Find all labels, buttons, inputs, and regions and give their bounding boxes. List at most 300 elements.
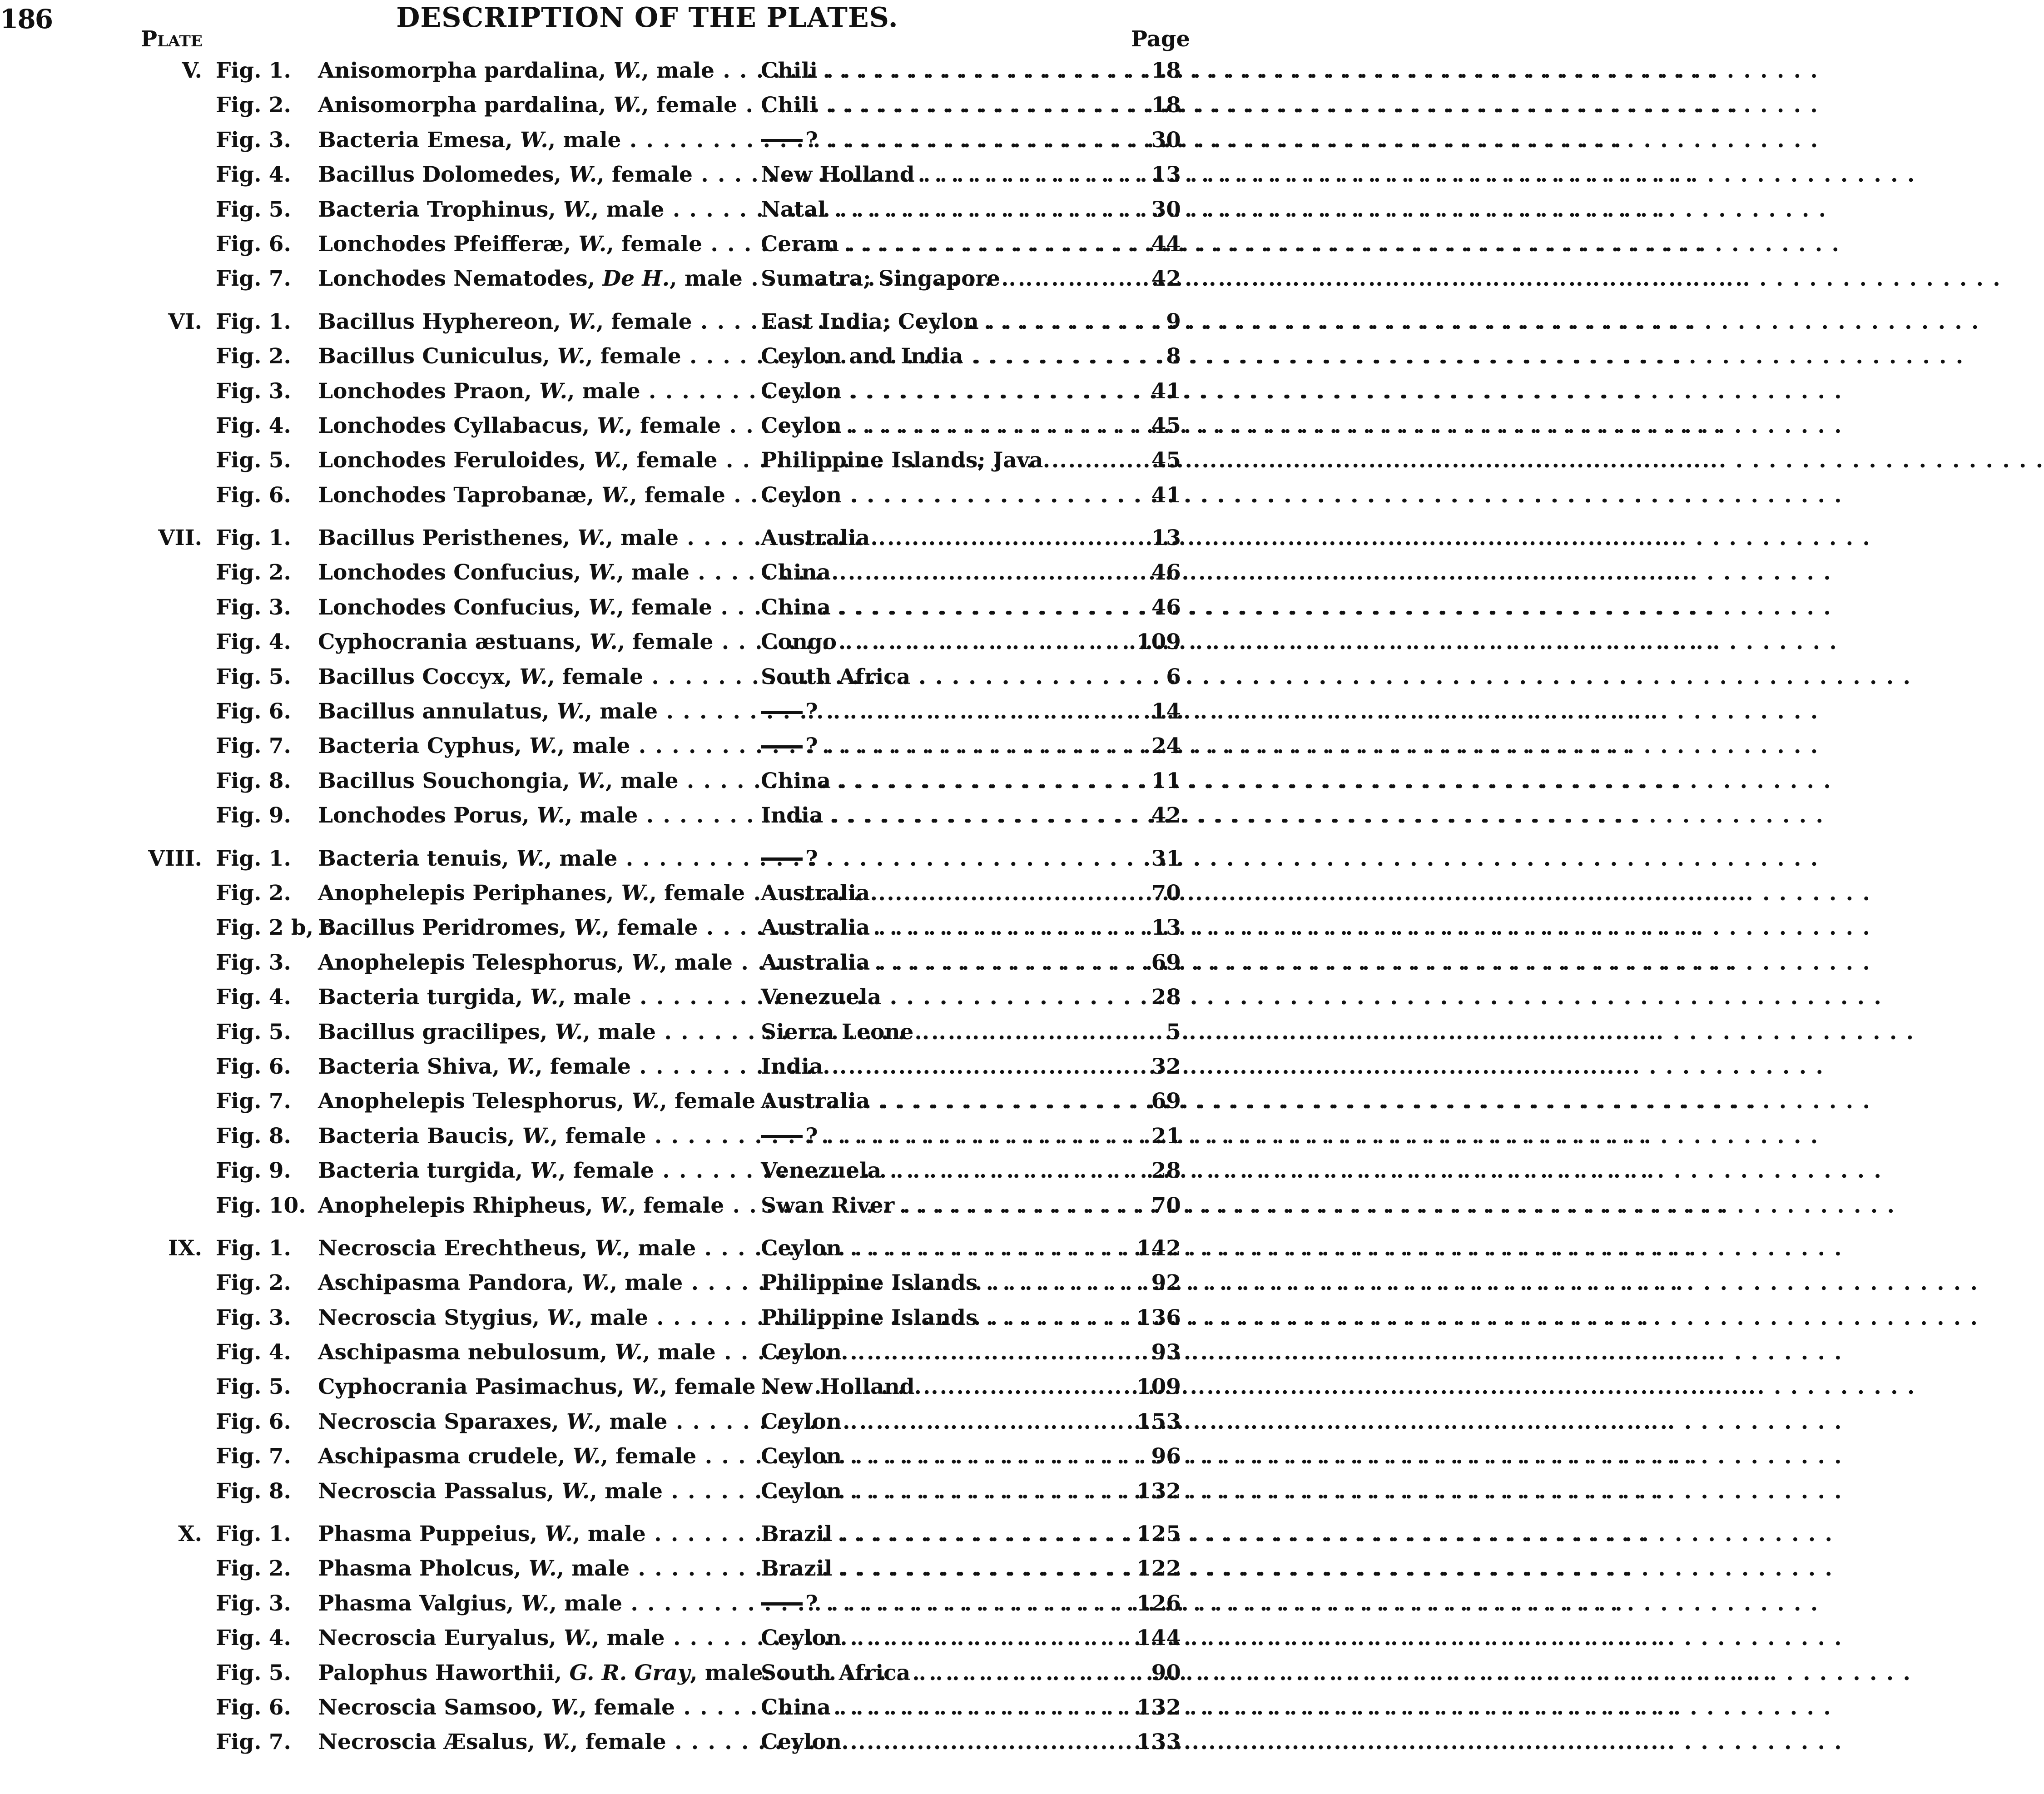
author-abbrev: W. xyxy=(519,664,548,689)
sex-label: , female xyxy=(570,1730,666,1755)
plate-entry-row xyxy=(0,1119,1295,1154)
plate-entry-row xyxy=(0,729,1295,763)
locality xyxy=(761,1050,1138,1084)
author-abbrev: W. xyxy=(593,448,622,473)
locality xyxy=(761,1439,1138,1474)
species-binomial: Cyphocrania æstuans, xyxy=(318,629,582,655)
species-name xyxy=(318,764,745,798)
page-reference: 46 xyxy=(1151,595,1181,620)
plate-entry-row xyxy=(0,1189,1295,1223)
locality xyxy=(761,1586,1138,1621)
figure-label: Fig. 6. xyxy=(216,231,291,257)
sex-label: , male xyxy=(591,197,665,222)
species-binomial: Anophelepis Periphanes, xyxy=(318,880,614,906)
locality xyxy=(761,1119,1138,1154)
locality xyxy=(761,305,1138,339)
unknown-locality-dash xyxy=(761,857,803,861)
author-abbrev: W. xyxy=(572,1444,601,1469)
species-binomial: Lonchodes Praon, xyxy=(318,378,532,404)
species-name xyxy=(318,1656,771,1690)
figure-label: Fig. 2. xyxy=(216,1556,291,1581)
plate-entry-row xyxy=(0,478,1295,513)
locality xyxy=(761,946,1138,980)
page-reference: 45 xyxy=(1151,413,1181,438)
page-reference: 41 xyxy=(1151,482,1181,508)
page-reference: 153 xyxy=(1136,1409,1181,1434)
locality xyxy=(761,1231,1138,1266)
unknown-locality-dash xyxy=(761,1602,803,1606)
page-reference: 70 xyxy=(1151,1193,1181,1218)
author-abbrev: W. xyxy=(581,1270,610,1296)
locality xyxy=(761,409,1138,443)
species-binomial: Bacillus gracilipes, xyxy=(318,1019,548,1045)
unknown-locality-dash xyxy=(761,139,803,142)
sex-label: , female xyxy=(606,231,703,257)
locality-text: Ceylon xyxy=(761,1235,842,1261)
plate-entry-row xyxy=(0,1335,1295,1370)
plate-entry-row xyxy=(0,123,1295,158)
species-binomial: Necroscia Erechtheus, xyxy=(318,1235,588,1261)
species-binomial: Cyphocrania Pasimachus, xyxy=(318,1374,625,1400)
sex-label: , female xyxy=(550,1123,646,1149)
species-binomial: Phasma Valgius, xyxy=(318,1591,514,1616)
locality-text: Venezuela xyxy=(761,1158,882,1184)
species-binomial: Lonchodes Nematodes, xyxy=(318,266,595,292)
plate-entry-row xyxy=(0,1050,1295,1084)
plate-group xyxy=(0,1517,1295,1760)
locality-text: ? xyxy=(761,1591,818,1616)
author-abbrev: W. xyxy=(545,1521,573,1547)
page-number: 186 xyxy=(0,4,53,35)
figure-label: Fig. 6. xyxy=(216,1409,291,1434)
page-reference: 13 xyxy=(1151,915,1181,941)
sex-label: , male xyxy=(583,1019,656,1045)
species-name xyxy=(318,1119,745,1154)
plate-entry-row xyxy=(0,1690,1295,1725)
plate-entry-row xyxy=(0,262,1295,296)
species-name xyxy=(318,1439,745,1474)
species-name xyxy=(318,555,745,590)
locality-text: Sierra Leone xyxy=(761,1019,914,1045)
species-binomial: Anophelepis Telesphorus, xyxy=(318,1089,625,1114)
author-abbrev: W. xyxy=(539,378,567,404)
locality-text: Ceylon xyxy=(761,413,842,438)
sex-label: , female xyxy=(641,93,738,118)
sex-label: , male xyxy=(670,266,743,292)
locality-text: New Holland xyxy=(761,162,915,188)
author-abbrev: W. xyxy=(621,880,650,906)
plate-entry-row xyxy=(0,1586,1295,1621)
figure-label: Fig. 2. xyxy=(216,1270,291,1296)
page-reference: 18 xyxy=(1151,58,1181,83)
species-binomial: Palophus Haworthii, xyxy=(318,1660,562,1685)
locality xyxy=(761,980,1138,1015)
species-binomial: Necroscia Passalus, xyxy=(318,1478,555,1504)
figure-label: Fig. 10. xyxy=(216,1193,306,1218)
figure-label: Fig. 7. xyxy=(216,1730,291,1755)
plate-entry-row xyxy=(0,555,1295,590)
figure-label: Fig. 4. xyxy=(216,1340,291,1365)
page-reference: 126 xyxy=(1136,1591,1181,1616)
locality-text: South Africa xyxy=(761,1660,911,1685)
page-reference: 132 xyxy=(1136,1695,1181,1720)
species-name xyxy=(318,798,745,833)
author-abbrev: W. xyxy=(556,699,585,724)
figure-label: Fig. 8. xyxy=(216,1478,291,1504)
figure-label: Fig. 5. xyxy=(216,1374,291,1400)
species-name xyxy=(318,1301,745,1335)
species-binomial: Bacillus Hyphereon, xyxy=(318,309,561,334)
sex-label: , female xyxy=(602,915,698,941)
locality xyxy=(761,1405,1138,1439)
species-binomial: Bacillus Peridromes, xyxy=(318,915,567,941)
page-reference: 125 xyxy=(1136,1521,1181,1547)
author-abbrev: W. xyxy=(522,1123,551,1149)
figure-label: Fig. 6. xyxy=(216,482,291,508)
plate-entry-row xyxy=(0,54,1295,88)
figure-label: Fig. 3. xyxy=(216,127,291,153)
species-name xyxy=(318,625,745,659)
species-name xyxy=(318,1266,745,1300)
page-reference: 11 xyxy=(1151,768,1181,793)
species-name xyxy=(318,1231,745,1266)
page-reference: 109 xyxy=(1136,629,1181,655)
author-abbrev: W. xyxy=(588,595,617,620)
species-name xyxy=(318,1015,745,1050)
species-binomial: Bacillus Souchongia, xyxy=(318,768,570,793)
author-abbrev: W. xyxy=(631,1089,660,1114)
locality xyxy=(761,1551,1138,1586)
locality-text: Ceylon xyxy=(761,1478,842,1504)
sex-label: , male xyxy=(623,1235,696,1261)
page-reference: 42 xyxy=(1151,266,1181,292)
sex-label: , female xyxy=(617,629,714,655)
page-reference: 32 xyxy=(1151,1054,1181,1079)
sex-label: , female xyxy=(547,664,644,689)
plate-entry-row xyxy=(0,660,1295,694)
plate-group xyxy=(0,842,1295,1223)
sex-label: , female xyxy=(597,162,693,188)
species-name xyxy=(318,590,745,625)
plate-entry-row xyxy=(0,1551,1295,1586)
figure-label: Fig. 4. xyxy=(216,162,291,188)
species-binomial: Aschipasma Pandora, xyxy=(318,1270,575,1296)
author-abbrev: W. xyxy=(551,1695,580,1720)
locality xyxy=(761,1517,1138,1551)
locality-text: Ceylon xyxy=(761,1730,842,1755)
sex-label: , male xyxy=(585,699,658,724)
plate-numeral: V. xyxy=(182,58,202,83)
page-reference: 24 xyxy=(1151,733,1181,759)
author-abbrev: W. xyxy=(600,1193,629,1218)
author-abbrev: W. xyxy=(566,1409,595,1434)
locality-text: India xyxy=(761,1054,824,1079)
author-abbrev: W. xyxy=(574,915,602,941)
plate-entry-row xyxy=(0,1084,1295,1119)
page-reference: 46 xyxy=(1151,560,1181,585)
species-name xyxy=(318,842,745,876)
page-reference: 30 xyxy=(1151,127,1181,153)
author-abbrev: W. xyxy=(547,1305,575,1330)
locality-text: Australia xyxy=(761,525,870,551)
figure-label: Fig. 2. xyxy=(216,93,291,118)
sex-label: , male xyxy=(573,1521,646,1547)
figure-label: Fig. 3. xyxy=(216,595,291,620)
sex-label: , male xyxy=(660,950,733,975)
plate-entry-row xyxy=(0,764,1295,798)
locality xyxy=(761,478,1138,513)
locality xyxy=(761,1621,1138,1655)
species-name xyxy=(318,1335,745,1370)
locality-text: East India; Ceylon xyxy=(761,309,979,334)
author-abbrev: W. xyxy=(589,629,618,655)
species-binomial: Necroscia Stygius, xyxy=(318,1305,540,1330)
species-binomial: Anophelepis Rhipheus, xyxy=(318,1193,593,1218)
figure-label: Fig. 9. xyxy=(216,1158,291,1184)
sex-label: , male xyxy=(549,1591,623,1616)
species-binomial: Lonchodes Porus, xyxy=(318,803,530,828)
locality-text: Natal xyxy=(761,197,826,222)
page-reference: 21 xyxy=(1151,1123,1181,1149)
species-binomial: Aschipasma crudele, xyxy=(318,1444,566,1469)
species-binomial: Bacillus Coccyx, xyxy=(318,664,512,689)
locality-text: Australia xyxy=(761,915,870,941)
species-name xyxy=(318,409,745,443)
species-name xyxy=(318,521,745,555)
species-binomial: Phasma Pholcus, xyxy=(318,1556,521,1581)
sex-label: , male xyxy=(605,525,679,551)
author-abbrev: W. xyxy=(595,1235,623,1261)
species-name xyxy=(318,660,745,694)
plate-entry-row xyxy=(0,946,1295,980)
figure-label: Fig. 5. xyxy=(216,664,291,689)
author-abbrev: W. xyxy=(563,197,591,222)
page-reference: 136 xyxy=(1136,1305,1181,1330)
page-title: DESCRIPTION OF THE PLATES. xyxy=(396,2,898,34)
plate-entry-row xyxy=(0,227,1295,262)
locality xyxy=(761,1474,1138,1509)
plate-numeral: VI. xyxy=(168,309,202,334)
plate-entry-row xyxy=(0,590,1295,625)
locality-text: Ceylon xyxy=(761,482,842,508)
species-binomial: Bacteria turgida, xyxy=(318,1158,523,1184)
species-name xyxy=(318,339,745,374)
species-binomial: Bacteria Emesa, xyxy=(318,127,513,153)
locality-text: Chili xyxy=(761,58,818,83)
author-abbrev: W. xyxy=(557,344,585,369)
locality-text: New Holland xyxy=(761,1374,915,1400)
sex-label: , female xyxy=(558,1158,654,1184)
figure-label: Fig. 7. xyxy=(216,1089,291,1114)
species-name xyxy=(318,980,745,1015)
species-binomial: Lonchodes Feruloides, xyxy=(318,448,586,473)
figure-label: Fig. 6. xyxy=(216,1054,291,1079)
species-name xyxy=(318,1551,745,1586)
species-name xyxy=(318,123,745,158)
species-binomial: Necroscia Sparaxes, xyxy=(318,1409,559,1434)
plate-entry-row xyxy=(0,1439,1295,1474)
sex-label: , male xyxy=(575,1305,648,1330)
plate-entry-row xyxy=(0,1656,1295,1690)
locality xyxy=(761,876,1138,911)
author-abbrev: W. xyxy=(631,1374,660,1400)
sex-label: , male xyxy=(610,1270,683,1296)
plate-entry-row xyxy=(0,88,1295,123)
page-reference: 96 xyxy=(1151,1444,1181,1469)
locality xyxy=(761,193,1138,227)
species-name xyxy=(318,54,745,88)
species-binomial: Lonchodes Cyllabacus, xyxy=(318,413,590,438)
species-name xyxy=(318,1370,756,1404)
locality xyxy=(761,262,1138,296)
page-reference: 69 xyxy=(1151,1089,1181,1114)
plate-numeral: X. xyxy=(178,1521,202,1547)
author-abbrev: W. xyxy=(615,1340,643,1365)
species-name xyxy=(318,478,745,513)
locality-text: China xyxy=(761,560,831,585)
page-reference: 6 xyxy=(1166,664,1181,689)
plate-entries-list xyxy=(0,54,1295,1768)
species-name xyxy=(318,193,745,227)
locality xyxy=(761,339,1138,374)
author-abbrev: G. R. Gray xyxy=(569,1660,690,1685)
figure-label: Fig. 4. xyxy=(216,413,291,438)
author-abbrev: W. xyxy=(577,768,605,793)
sex-label: , male xyxy=(565,803,638,828)
species-binomial: Bacteria turgida, xyxy=(318,985,523,1010)
locality xyxy=(761,729,1138,763)
figure-label: Fig. 8. xyxy=(216,768,291,793)
locality xyxy=(761,660,1138,694)
page-reference: 69 xyxy=(1151,950,1181,975)
sex-label: , male xyxy=(544,846,618,871)
figure-label: Fig. 1. xyxy=(216,58,291,83)
locality-text: Ceram xyxy=(761,231,839,257)
page-reference: 42 xyxy=(1151,803,1181,828)
species-name xyxy=(318,1621,745,1655)
plate-entry-row xyxy=(0,876,1295,911)
locality-text: Ceylon xyxy=(761,1409,842,1434)
locality xyxy=(761,54,1138,88)
sex-label: , male xyxy=(548,127,621,153)
locality xyxy=(761,764,1138,798)
species-name xyxy=(318,1189,745,1223)
author-abbrev: W. xyxy=(613,58,642,83)
species-name xyxy=(318,443,745,478)
sex-label: , male xyxy=(558,985,631,1010)
locality xyxy=(761,1084,1138,1119)
author-abbrev: W. xyxy=(507,1054,536,1079)
plate-numeral: IX. xyxy=(168,1235,202,1261)
locality-text: Ceylon and India xyxy=(761,344,963,369)
locality-text: Australia xyxy=(761,1089,870,1114)
plate-entry-row xyxy=(0,1301,1295,1335)
author-abbrev: W. xyxy=(530,985,559,1010)
species-name xyxy=(318,876,745,911)
species-name xyxy=(318,729,745,763)
page-reference: 44 xyxy=(1151,231,1181,257)
sex-label: , male. xyxy=(690,1660,771,1685)
plate-numeral: VIII. xyxy=(148,846,202,871)
locality xyxy=(761,1335,1138,1370)
species-binomial: Bacteria Trophinus, xyxy=(318,197,556,222)
locality-text: Philippine Islands xyxy=(761,1270,978,1296)
locality-text: China xyxy=(761,595,831,620)
species-name xyxy=(318,1050,745,1084)
species-name xyxy=(318,694,745,729)
sex-label: , female xyxy=(625,413,721,438)
plate-group xyxy=(0,1231,1295,1509)
author-abbrev: W. xyxy=(530,1158,559,1184)
plate-entry-row xyxy=(0,1725,1295,1759)
species-binomial: Anisomorpha pardalina, xyxy=(318,58,606,83)
plate-group xyxy=(0,521,1295,833)
species-binomial: Necroscia Samsoo, xyxy=(318,1695,544,1720)
figure-label: Fig. 1. xyxy=(216,1235,291,1261)
sex-label: , female xyxy=(621,448,718,473)
species-name xyxy=(318,1084,756,1119)
locality-text: Ceylon xyxy=(761,1444,842,1469)
species-binomial: Lonchodes Pfeifferæ, xyxy=(318,231,571,257)
plate-entry-row xyxy=(0,694,1295,729)
plate-entry-row xyxy=(0,158,1295,192)
plate-entry-row xyxy=(0,1370,1295,1404)
page-reference: 8 xyxy=(1166,344,1181,369)
sex-label: , female xyxy=(616,595,713,620)
locality xyxy=(761,625,1138,659)
locality-text: China xyxy=(761,768,831,793)
sex-label: , female xyxy=(535,1054,631,1079)
figure-label: Fig. 2 b, c. xyxy=(216,915,342,941)
figure-label: Fig. 1. xyxy=(216,1521,291,1547)
sex-label: , female xyxy=(585,344,681,369)
sex-label: , male xyxy=(567,378,640,404)
species-binomial: Bacillus Cuniculus, xyxy=(318,344,550,369)
author-abbrev: W. xyxy=(555,1019,583,1045)
figure-label: Fig. 2. xyxy=(216,880,291,906)
figure-label: Fig. 3. xyxy=(216,950,291,975)
page-reference: 93 xyxy=(1151,1340,1181,1365)
species-name xyxy=(318,1690,745,1725)
author-abbrev: W. xyxy=(588,560,617,585)
page-reference: 28 xyxy=(1151,985,1181,1010)
species-name xyxy=(318,1586,745,1621)
column-header-plate: Plate xyxy=(141,26,203,52)
sex-label: , female xyxy=(649,880,745,906)
sex-label: , male xyxy=(594,1409,668,1434)
species-binomial: Aschipasma nebulosum, xyxy=(318,1340,607,1365)
page-reference: 45 xyxy=(1151,448,1181,473)
species-binomial: Necroscia Euryalus, xyxy=(318,1626,556,1651)
plate-entry-row xyxy=(0,798,1295,833)
locality-text: Australia xyxy=(761,880,870,906)
locality-text: ? xyxy=(761,733,818,758)
locality-text: Brazil xyxy=(761,1521,833,1547)
figure-label: Fig. 6. xyxy=(216,1695,291,1720)
species-binomial: Bacteria tenuis, xyxy=(318,846,509,871)
plate-entry-row xyxy=(0,443,1295,478)
page-reference: 90 xyxy=(1151,1660,1181,1685)
page-reference: 122 xyxy=(1136,1556,1181,1581)
figure-label: Fig. 6. xyxy=(216,699,291,724)
locality xyxy=(761,1725,1138,1759)
plate-group xyxy=(0,54,1295,297)
plate-entry-row xyxy=(0,193,1295,227)
page-reference: 70 xyxy=(1151,880,1181,906)
page-reference: 5 xyxy=(1166,1019,1181,1045)
locality-text: ? xyxy=(761,846,818,871)
locality xyxy=(761,1189,1138,1223)
